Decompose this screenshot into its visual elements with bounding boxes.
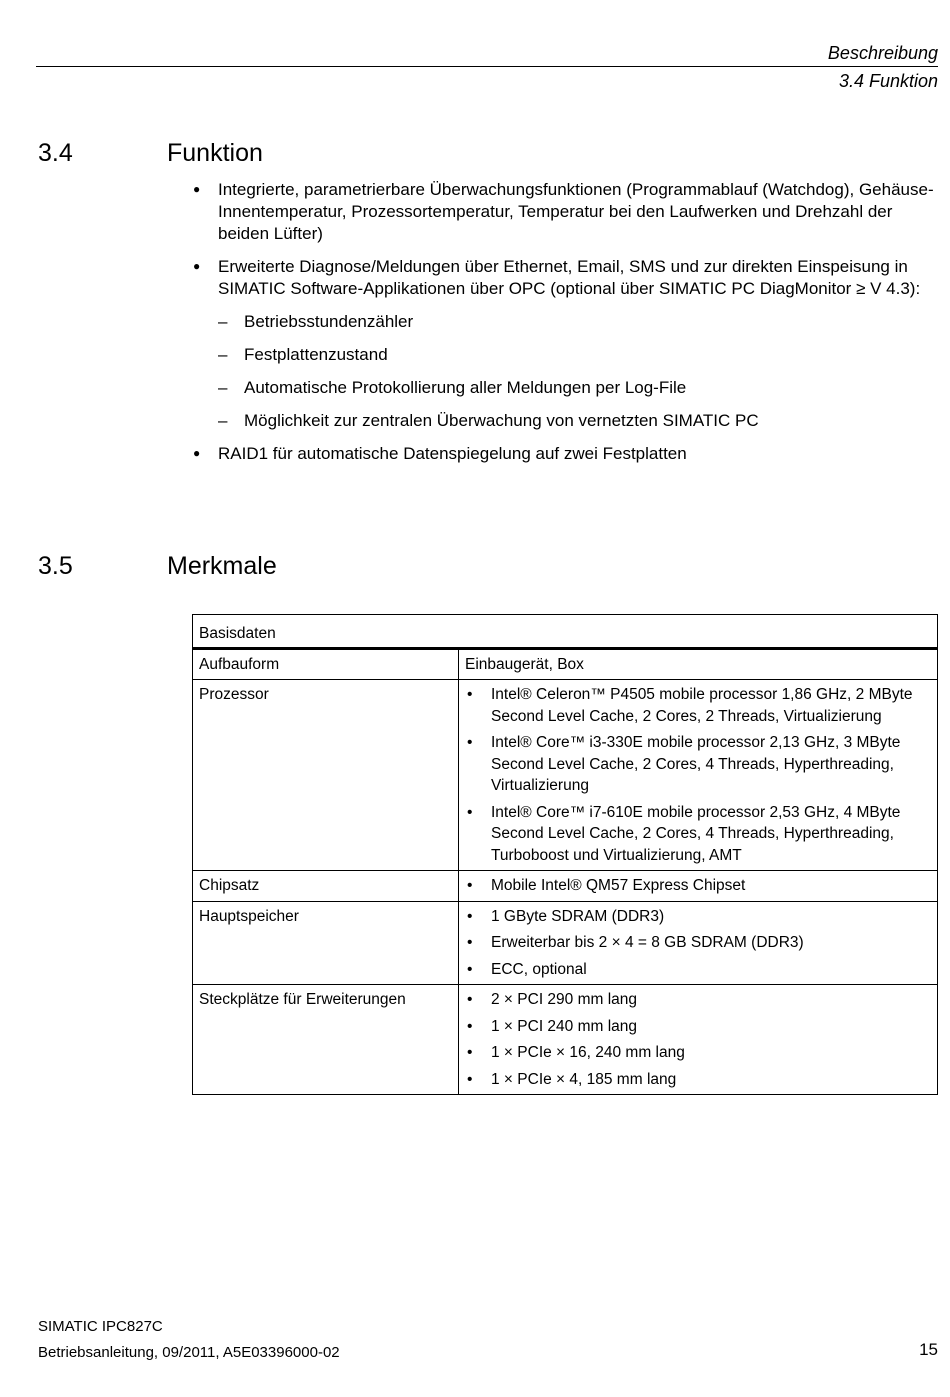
list-item: • Mobile Intel® QM57 Express Chipset [465,875,931,897]
sub-item: – Automatische Protokollierung aller Meldungen per Log-File [218,377,943,399]
list-item: • 1 GByte SDRAM (DDR3) [465,906,931,928]
sub-item: – Möglichkeit zur zentralen Überwachung von vernetzten SIMATIC PC [218,410,943,432]
table-row [193,680,938,871]
running-header-chapter: Beschreibung [827,43,938,63]
header-rule [36,66,938,67]
table-row [193,648,938,680]
list-item: • ECC, optional [465,959,931,981]
processor-list [465,684,931,866]
table-header-row [193,615,938,649]
list-item: • Erweiterbar bis 2 × 4 = 8 GB SDRAM (DDR3) [465,932,931,954]
table-row [193,985,938,1095]
bullet-item [218,256,943,432]
row-value: Einbaugerät, Box [459,648,938,680]
table-header-label: Basisdaten [199,625,276,642]
row-value [459,871,938,902]
list-item: • Intel® Celeron™ P4505 mobile processor 1,86 GHz, 2 MByte Second Level Cache, 2 Cores, 2 Threads, Virtualizierung [465,684,931,727]
list-item: • Intel® Core™ i7-610E mobile processor 2,53 GHz, 4 MByte Second Level Cache, 2 Cores, 4 Threads, Hyperthreading, Turboboost und Virtualizierung, AMT [465,802,931,867]
row-value [459,680,938,871]
row-label: Steckplätze für Erweiterungen [193,985,459,1095]
page-number: 15 [919,1340,938,1359]
table-row [193,901,938,985]
running-header-section: 3.4 Funktion [838,71,938,91]
row-label: Chipsatz [193,871,459,902]
footer-document-info: Betriebsanleitung, 09/2011, A5E03396000-02 [38,1344,340,1361]
sub-item: – Betriebsstundenzähler [218,311,943,333]
bullet-item: ● Integrierte, parametrierbare Überwachungsfunktionen (Programmablauf (Watchdog), Gehäuse-Innentemperatur, Prozessortemperatur, Temperatur bei den Laufwerken und Drehzahl der beiden Lüfter) [218,179,943,245]
list-item: • Intel® Core™ i3-330E mobile processor 2,13 GHz, 3 MByte Second Level Cache, 2 Cores, 4 Threads, Hyperthreading, Virtualizierung [465,732,931,797]
memory-list [465,906,931,981]
list-item: • 2 × PCI 290 mm lang [465,989,931,1011]
bullet-item-text: Erweiterte Diagnose/Meldungen über Ethernet, Email, SMS und zur direkten Einspeisung in SIMATIC Software-Applikationen über OPC (optional über SIMATIC PC DiagMonitor ≥ V 4.3): [218,257,921,298]
row-label: Aufbauform [193,648,459,680]
function-bullet-list [218,179,943,476]
sub-item: – Festplattenzustand [218,344,943,366]
list-item: • 1 × PCIe × 16, 240 mm lang [465,1042,931,1064]
specification-table [192,614,938,1095]
section-title-merkmale: Merkmale [167,552,277,580]
chipset-list [465,875,931,897]
list-item: • 1 × PCIe × 4, 185 mm lang [465,1069,931,1091]
footer-product: SIMATIC IPC827C [38,1318,163,1335]
list-item: • 1 × PCI 240 mm lang [465,1016,931,1038]
table-header-cell [193,615,938,649]
table-row [193,871,938,902]
row-value [459,985,938,1095]
row-value [459,901,938,985]
row-label: Hauptspeicher [193,901,459,985]
sub-list [218,311,943,432]
section-title-funktion: Funktion [167,139,263,167]
section-number-3-4: 3.4 [38,139,73,167]
slots-list [465,989,931,1090]
row-label: Prozessor [193,680,459,871]
section-number-3-5: 3.5 [38,552,73,580]
bullet-item: ● RAID1 für automatische Datenspiegelung auf zwei Festplatten [218,443,943,465]
